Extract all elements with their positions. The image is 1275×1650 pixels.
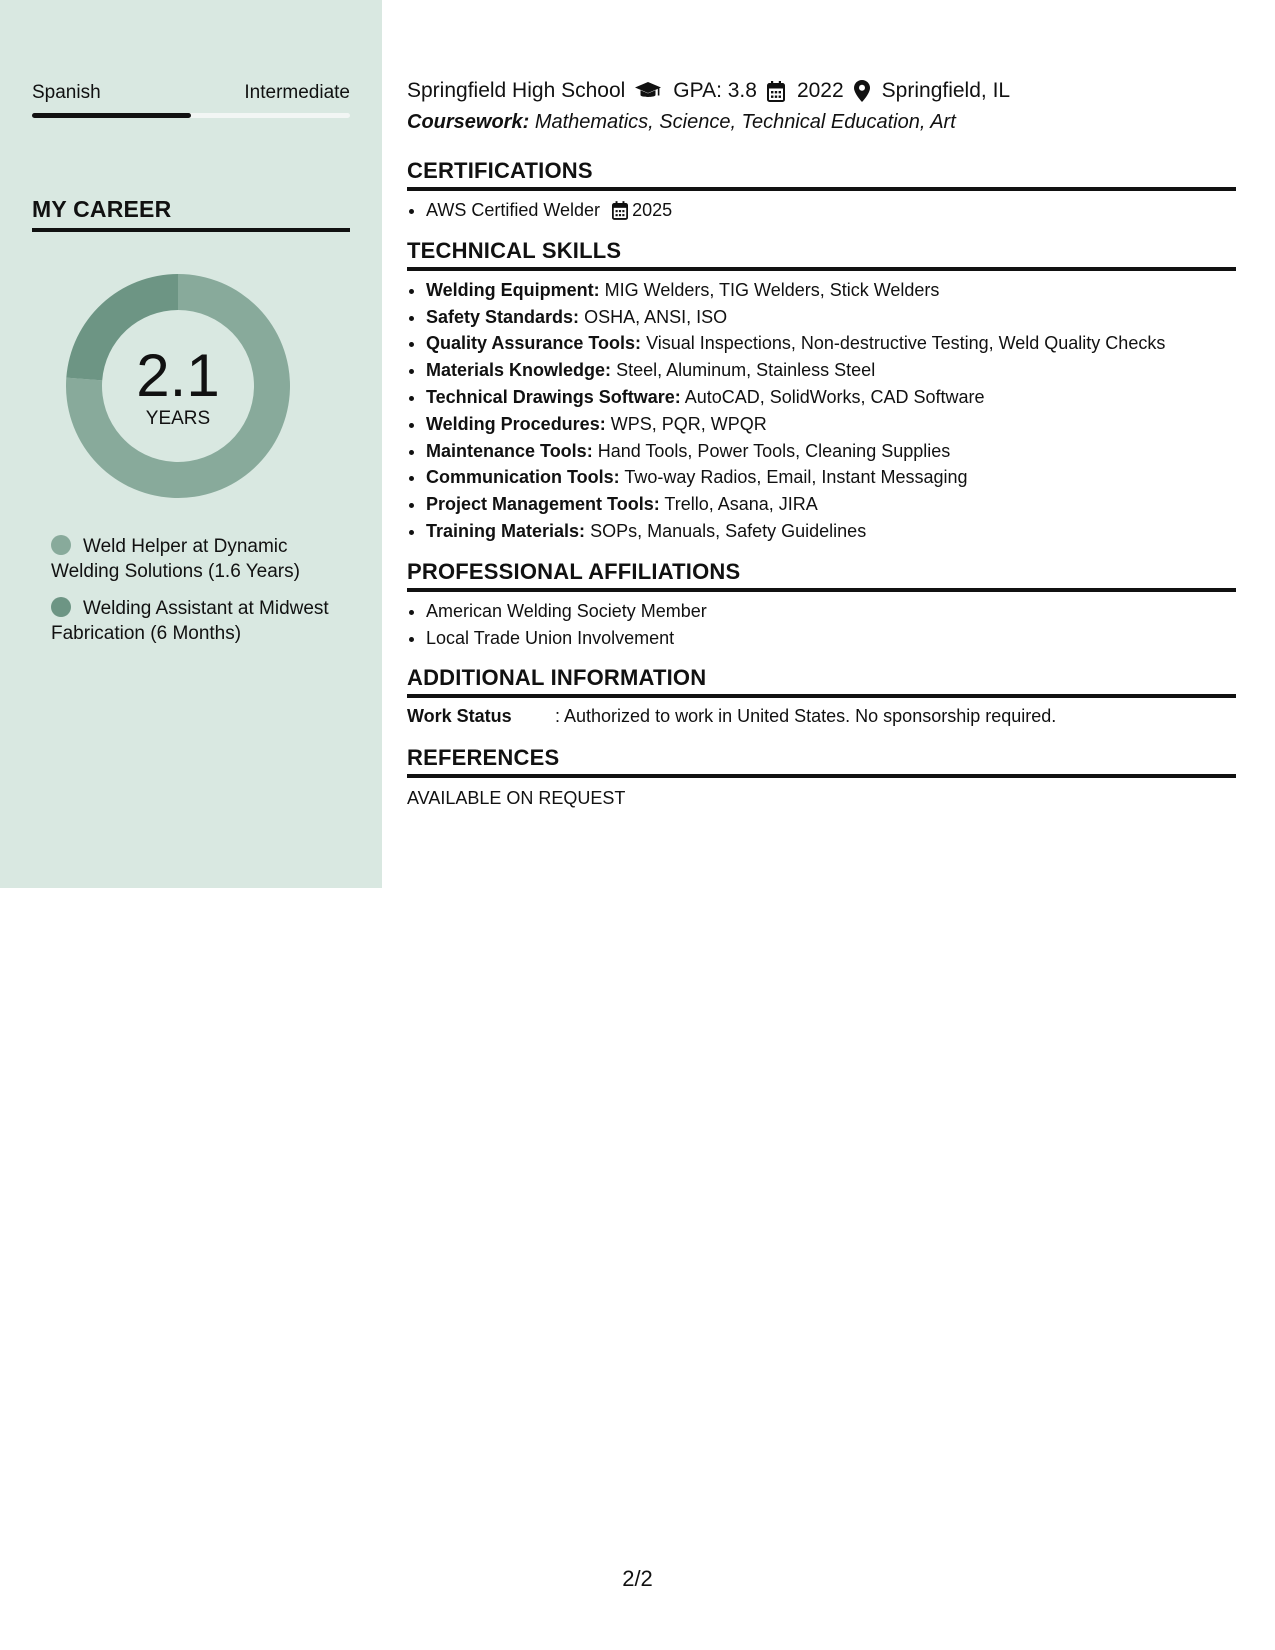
education-line bbox=[407, 76, 1236, 106]
education-gpa: GPA: 3.8 bbox=[673, 79, 757, 102]
career-section-title: MY CAREER bbox=[32, 196, 350, 232]
certifications-list bbox=[407, 197, 1236, 224]
language-row bbox=[32, 82, 350, 104]
skill-label: Quality Assurance Tools: bbox=[426, 333, 642, 354]
certifications-title: CERTIFICATIONS bbox=[407, 158, 1236, 191]
graduation-cap-icon bbox=[635, 82, 661, 100]
skill-label: Safety Standards: bbox=[426, 306, 580, 327]
career-item-dot-icon bbox=[51, 535, 71, 555]
certification-year: 2025 bbox=[632, 200, 673, 220]
list-item bbox=[426, 277, 1236, 304]
work-status-value: : Authorized to work in United States. No sponsorship required. bbox=[555, 706, 1057, 727]
career-item-dot-icon bbox=[51, 597, 71, 617]
additional-info-title: ADDITIONAL INFORMATION bbox=[407, 665, 1236, 698]
list-item bbox=[426, 464, 1236, 491]
career-years-label: YEARS bbox=[145, 408, 211, 429]
education-school: Springfield High School bbox=[407, 79, 626, 102]
skill-value: OSHA, ANSI, ISO bbox=[584, 306, 728, 327]
list-item: • American Welding Society Member bbox=[426, 598, 1236, 625]
certification-name: • AWS Certified Welder bbox=[426, 200, 601, 220]
career-item-label: Welding Assistant at Midwest Fabrication (6 Months) bbox=[51, 598, 329, 644]
career-item bbox=[51, 596, 351, 646]
education-location: Springfield, IL bbox=[881, 79, 1011, 102]
skill-label: Technical Drawings Software: bbox=[426, 386, 681, 407]
sidebar bbox=[0, 0, 382, 888]
career-item bbox=[51, 534, 351, 584]
career-total-years: 2.1 bbox=[136, 342, 220, 409]
skill-value: Hand Tools, Power Tools, Cleaning Supplies bbox=[597, 440, 951, 461]
language-level: Intermediate bbox=[244, 82, 350, 103]
list-item bbox=[426, 304, 1236, 331]
skill-label: Welding Equipment: bbox=[426, 279, 600, 300]
coursework-value: Mathematics, Science, Technical Education, Art bbox=[534, 111, 956, 133]
technical-skills-title: TECHNICAL SKILLS bbox=[407, 238, 1236, 271]
skill-value: AutoCAD, SolidWorks, CAD Software bbox=[684, 386, 985, 407]
skill-value: WPS, PQR, WPQR bbox=[610, 413, 767, 434]
list-item bbox=[426, 411, 1236, 438]
skill-value: Trello, Asana, JIRA bbox=[664, 494, 818, 515]
language-proficiency-fill bbox=[32, 113, 191, 118]
skill-value: SOPs, Manuals, Safety Guidelines bbox=[590, 520, 867, 541]
list-item bbox=[426, 491, 1236, 518]
skill-label: Maintenance Tools: bbox=[426, 440, 593, 461]
language-proficiency-bar bbox=[32, 113, 350, 118]
calendar-icon bbox=[767, 81, 785, 102]
skill-value: Steel, Aluminum, Stainless Steel bbox=[616, 360, 876, 381]
skill-label: Materials Knowledge: bbox=[426, 360, 612, 381]
main-content bbox=[407, 76, 1236, 809]
career-item-label: Weld Helper at Dynamic Welding Solutions (1.6 Years) bbox=[51, 536, 300, 582]
education-year: 2022 bbox=[796, 79, 844, 102]
list-item bbox=[426, 384, 1236, 411]
map-pin-icon bbox=[854, 80, 870, 102]
skill-value: Two-way Radios, Email, Instant Messaging bbox=[624, 467, 968, 488]
affiliations-title: PROFESSIONAL AFFILIATIONS bbox=[407, 559, 1236, 592]
skill-label: Training Materials: bbox=[426, 520, 586, 541]
skill-value: MIG Welders, TIG Welders, Stick Welders bbox=[604, 279, 940, 300]
calendar-icon bbox=[612, 201, 628, 220]
skill-label: Communication Tools: bbox=[426, 467, 620, 488]
list-item bbox=[426, 330, 1236, 357]
work-status-label: Work Status bbox=[407, 706, 512, 727]
career-list bbox=[51, 534, 351, 658]
references-text: AVAILABLE ON REQUEST bbox=[407, 788, 626, 809]
affiliations-list bbox=[407, 598, 1236, 652]
skill-label: Project Management Tools: bbox=[426, 494, 660, 515]
technical-skills-list bbox=[407, 277, 1236, 545]
list-item bbox=[426, 438, 1236, 465]
coursework-label: Coursework: bbox=[407, 111, 530, 133]
work-status-row bbox=[407, 706, 1236, 727]
skill-label: Welding Procedures: bbox=[426, 413, 606, 434]
language-name: Spanish bbox=[32, 82, 101, 103]
list-item: • Local Trade Union Involvement bbox=[426, 625, 1236, 652]
references-title: REFERENCES bbox=[407, 745, 1236, 778]
list-item bbox=[426, 518, 1236, 545]
list-item bbox=[426, 357, 1236, 384]
list-item bbox=[426, 197, 1236, 224]
education-coursework bbox=[407, 108, 1236, 136]
page-number: 2/2 bbox=[622, 1566, 653, 1591]
skill-value: Visual Inspections, Non-destructive Testing, Weld Quality Checks bbox=[646, 333, 1166, 354]
